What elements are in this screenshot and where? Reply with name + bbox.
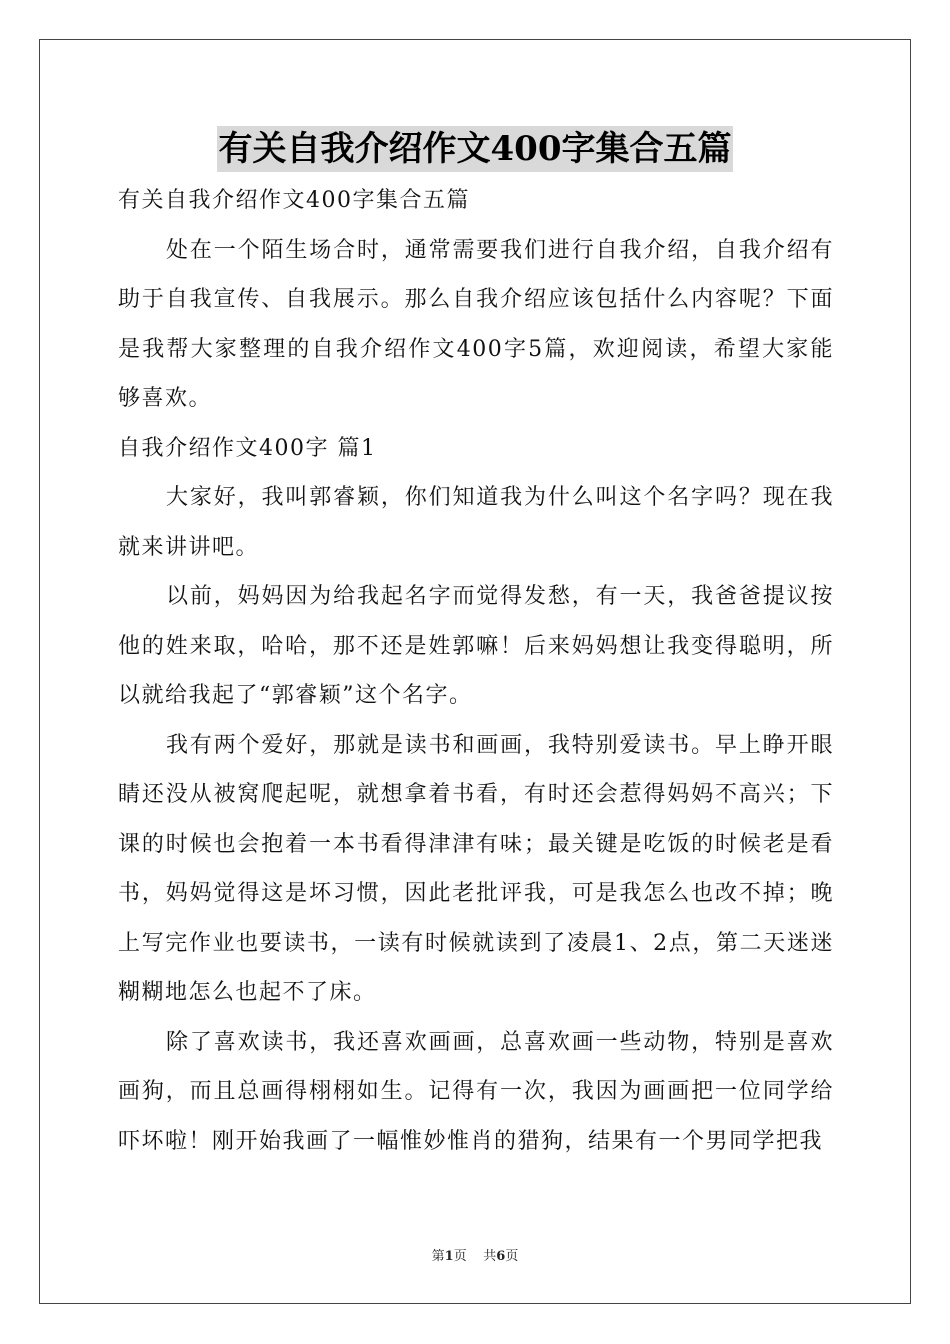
document-body [118, 176, 834, 1166]
body-paragraph: 大家好，我叫郭睿颖，你们知道我为什么叫这个名字吗？现在我就来讲讲吧。 [118, 485, 834, 560]
document-subtitle: 有关自我介绍作文400字集合五篇 [118, 188, 470, 213]
section-heading: 自我介绍作文400字 篇1 [118, 435, 377, 461]
title-container [0, 126, 950, 172]
page-total: 6 [496, 1249, 506, 1264]
body-paragraph: 除了喜欢读书，我还喜欢画画，总喜欢画一些动物，特别是喜欢画狗，而且总画得栩栩如生。记得有一次，我因为画画把一位同学给吓坏啦！刚开始我画了一幅惟妙惟肖的猎狗，结果有一个男同学把我 [118, 1029, 834, 1154]
total-unit: 页 [505, 1249, 519, 1264]
document-title: 有关自我介绍作文400字集合五篇 [217, 126, 734, 172]
body-paragraph: 以前，妈妈因为给我起名字而觉得发愁，有一天，我爸爸提议按他的姓来取，哈哈，那不还是姓郭嘛！后来妈妈想让我变得聪明，所以就给我起了“郭睿颖”这个名字。 [118, 584, 834, 708]
page-prefix: 第 [431, 1249, 445, 1264]
total-prefix: 共 [483, 1249, 497, 1264]
page-footer [0, 1245, 950, 1264]
intro-paragraph: 处在一个陌生场合时，通常需要我们进行自我介绍，自我介绍有助于自我宣传、自我展示。那么自我介绍应该包括什么内容呢？下面是我帮大家整理的自我介绍作文400字5篇，欢迎阅读，希望大家能够喜欢。 [118, 237, 834, 411]
page-current: 1 [444, 1249, 454, 1264]
page-unit: 页 [453, 1249, 467, 1264]
body-paragraph: 我有两个爱好，那就是读书和画画，我特别爱读书。早上睁开眼睛还没从被窝爬起呢，就想拿着书看，有时还会惹得妈妈不高兴；下课的时候也会抱着一本书看得津津有味；最关键是吃饭的时候老是看书，妈妈觉得这是坏习惯，因此老批评我，可是我怎么也改不掉；晚上写完作业也要读书，一读有时候就读到了凌晨1、2点，第二天迷迷糊糊地怎么也起不了床。 [118, 732, 834, 1005]
